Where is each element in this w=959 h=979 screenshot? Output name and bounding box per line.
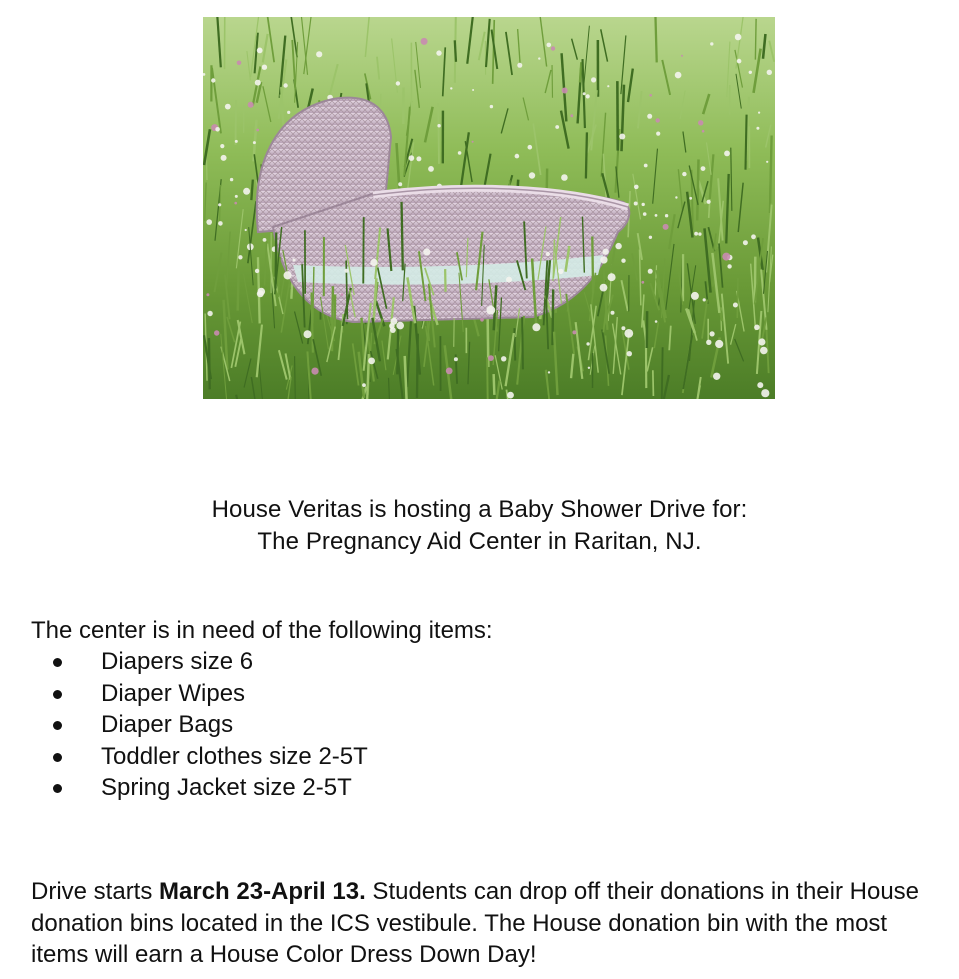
item-label: Toddler clothes size 2-5T xyxy=(101,742,368,770)
item-label: Diapers size 6 xyxy=(101,648,254,675)
list-item xyxy=(31,709,368,741)
list-item xyxy=(31,678,368,710)
bullet-icon xyxy=(53,690,62,699)
bassinet-photo xyxy=(203,17,775,399)
drive-instructions: Students can drop off their donations in their House donation bins located in the ICS vestibule. The House donation bin with the most items will earn a House Color Dress Down Day! xyxy=(31,878,920,968)
item-label: Spring Jacket size 2-5T xyxy=(101,774,352,801)
list-item xyxy=(31,741,368,773)
heading-line-1: House Veritas is hosting a Baby Shower Drive for: xyxy=(211,496,748,523)
heading-line-2: The Pregnancy Aid Center in Raritan, NJ. xyxy=(257,528,702,555)
bullet-icon xyxy=(53,658,62,667)
drive-heading xyxy=(0,494,959,558)
list-item xyxy=(31,646,368,678)
list-item xyxy=(31,772,368,804)
drive-dates: March 23-April 13. xyxy=(159,878,366,905)
drive-prefix: Drive starts xyxy=(31,878,160,905)
bullet-icon xyxy=(53,784,62,793)
bullet-icon xyxy=(53,753,62,762)
bullet-icon xyxy=(53,721,62,730)
needs-intro: The center is in need of the following items: xyxy=(31,617,493,644)
needed-items-list xyxy=(31,646,368,804)
item-label: Diaper Bags xyxy=(101,711,234,738)
drive-details-paragraph xyxy=(31,876,946,971)
item-label: Diaper Wipes xyxy=(101,679,246,707)
wicker-bassinet-in-meadow-photo xyxy=(203,17,775,399)
